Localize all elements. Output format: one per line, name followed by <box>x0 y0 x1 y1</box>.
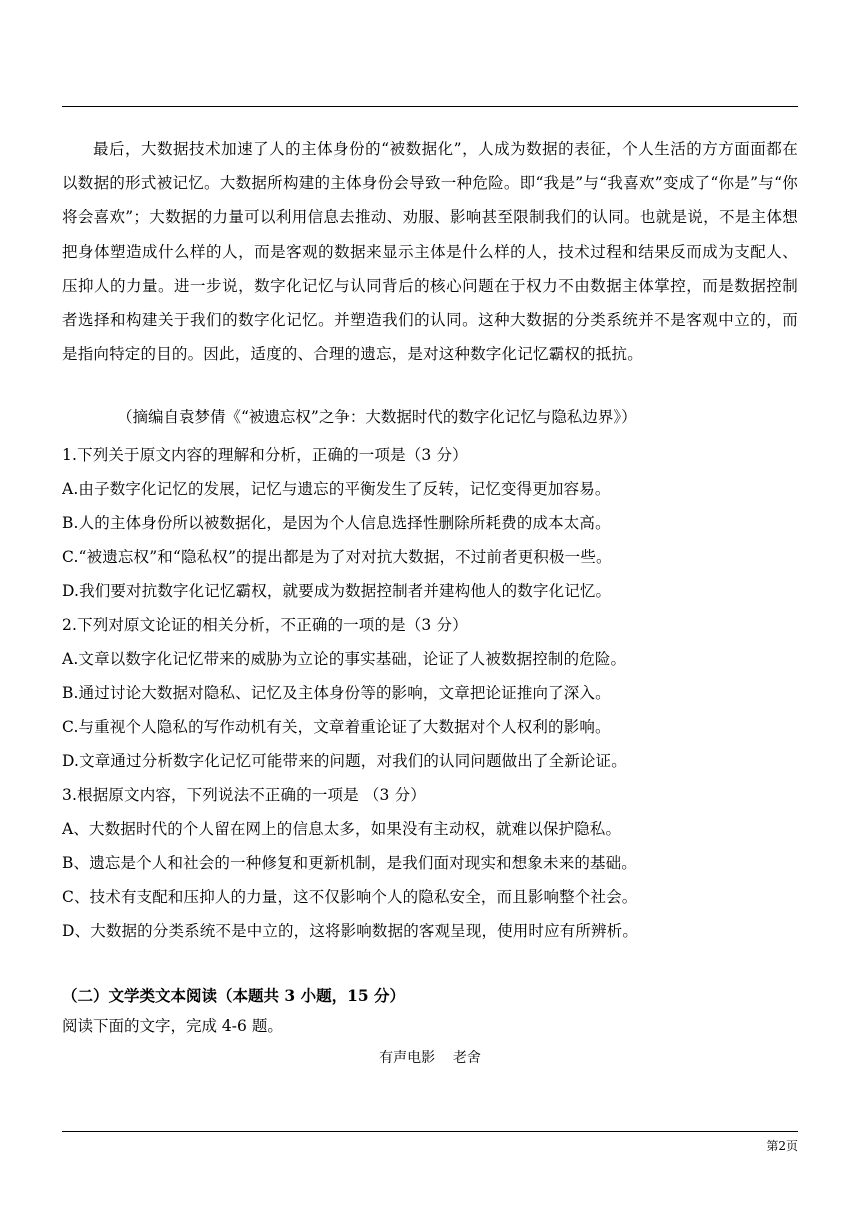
question-2-option-a: A.文章以数字化记忆带来的威胁为立论的事实基础，论证了人被数据控制的危险。 <box>62 650 627 668</box>
question-3-option-d: D、大数据的分类系统不是中立的，这将影响数据的客观呈现，使用时应有所辨析。 <box>62 922 638 940</box>
footer-rule <box>62 1131 798 1132</box>
question-1-option-d: D.我们要对抗数字化记忆霸权，就要成为数据控制者并建构他人的数字化记忆。 <box>62 582 612 600</box>
section-2-instruction: 阅读下面的文字，完成 4-6 题。 <box>62 1017 283 1035</box>
question-2-option-c: C.与重视个人隐私的写作动机有关，文章着重论证了大数据对个人权利的影响。 <box>62 718 611 736</box>
passage-citation: （摘编自袁梦倩《“被遗忘权”之争：大数据时代的数字化记忆与隐私边界》） <box>117 408 637 426</box>
question-2-option-b: B.通过讨论大数据对隐私、记忆及主体身份等的影响，文章把论证推向了深入。 <box>62 684 611 702</box>
question-3-stem: 3.根据原文内容，下列说法不正确的一项是 （3 分） <box>62 786 426 804</box>
question-2-stem: 2.下列对原文论证的相关分析，不正确的一项的是（3 分） <box>62 616 468 634</box>
question-1-option-b: B.人的主体身份所以被数据化，是因为个人信息选择性删除所耗费的成本太高。 <box>62 514 611 532</box>
question-1-stem: 1.下列关于原文内容的理解和分析，正确的一项是（3 分） <box>62 446 468 464</box>
page-number: 第2页 <box>766 1139 798 1153</box>
question-3-option-b: B、遗忘是个人和社会的一种修复和更新机制，是我们面对现实和想象未来的基础。 <box>62 854 637 872</box>
story-title: 有声电影 老舍 <box>379 1050 481 1066</box>
question-1-option-a: A.由子数字化记忆的发展，记忆与遗忘的平衡发生了反转，记忆变得更加容易。 <box>62 480 611 498</box>
question-1-option-c: C.“被遗忘权”和“隐私权”的提出都是为了对对抗大数据，不过前者更积极一些。 <box>62 548 612 566</box>
question-3-option-c: C、技术有支配和压抑人的力量，这不仅影响个人的隐私安全，而且影响整个社会。 <box>62 888 638 906</box>
question-3-option-a: A、大数据时代的个人留在网上的信息太多，如果没有主动权，就难以保护隐私。 <box>62 820 622 838</box>
header-rule <box>62 106 798 107</box>
section-2-heading: （二）文学类文本阅读（本题共 3 小题，15 分） <box>62 986 406 1005</box>
question-2-option-d: D.文章通过分析数字化记忆可能带来的问题，对我们的认同问题做出了全新论证。 <box>62 752 627 770</box>
questions-block <box>62 438 798 948</box>
passage-paragraph: 最后，大数据技术加速了人的主体身份的“被数据化”，人成为数据的表征，个人生活的方方面面都在以数据的形式被记忆。大数据所构建的主体身份会导致一种危险。即“我是”与“我喜欢”变成了“你是”与“你将会喜欢”；大数据的力量可以利用信息去推动、劝服、影响甚至限制我们的认同。也就是说，不是主体想把身体塑造成什么样的人，而是客观的数据来显示主体是什么样的人，技术过程和结果反而成为支配人、压抑人的力量。进一步说，数字化记忆与认同背后的核心问题在于权力不由数据主体掌控，而是数据控制者选择和构建关于我们的数字化记忆。并塑造我们的认同。这种大数据的分类系统并不是客观中立的，而是指向特定的目的。因此，适度的、合理的遗忘，是对这种数字化记忆霸权的抵抗。 <box>62 140 798 364</box>
